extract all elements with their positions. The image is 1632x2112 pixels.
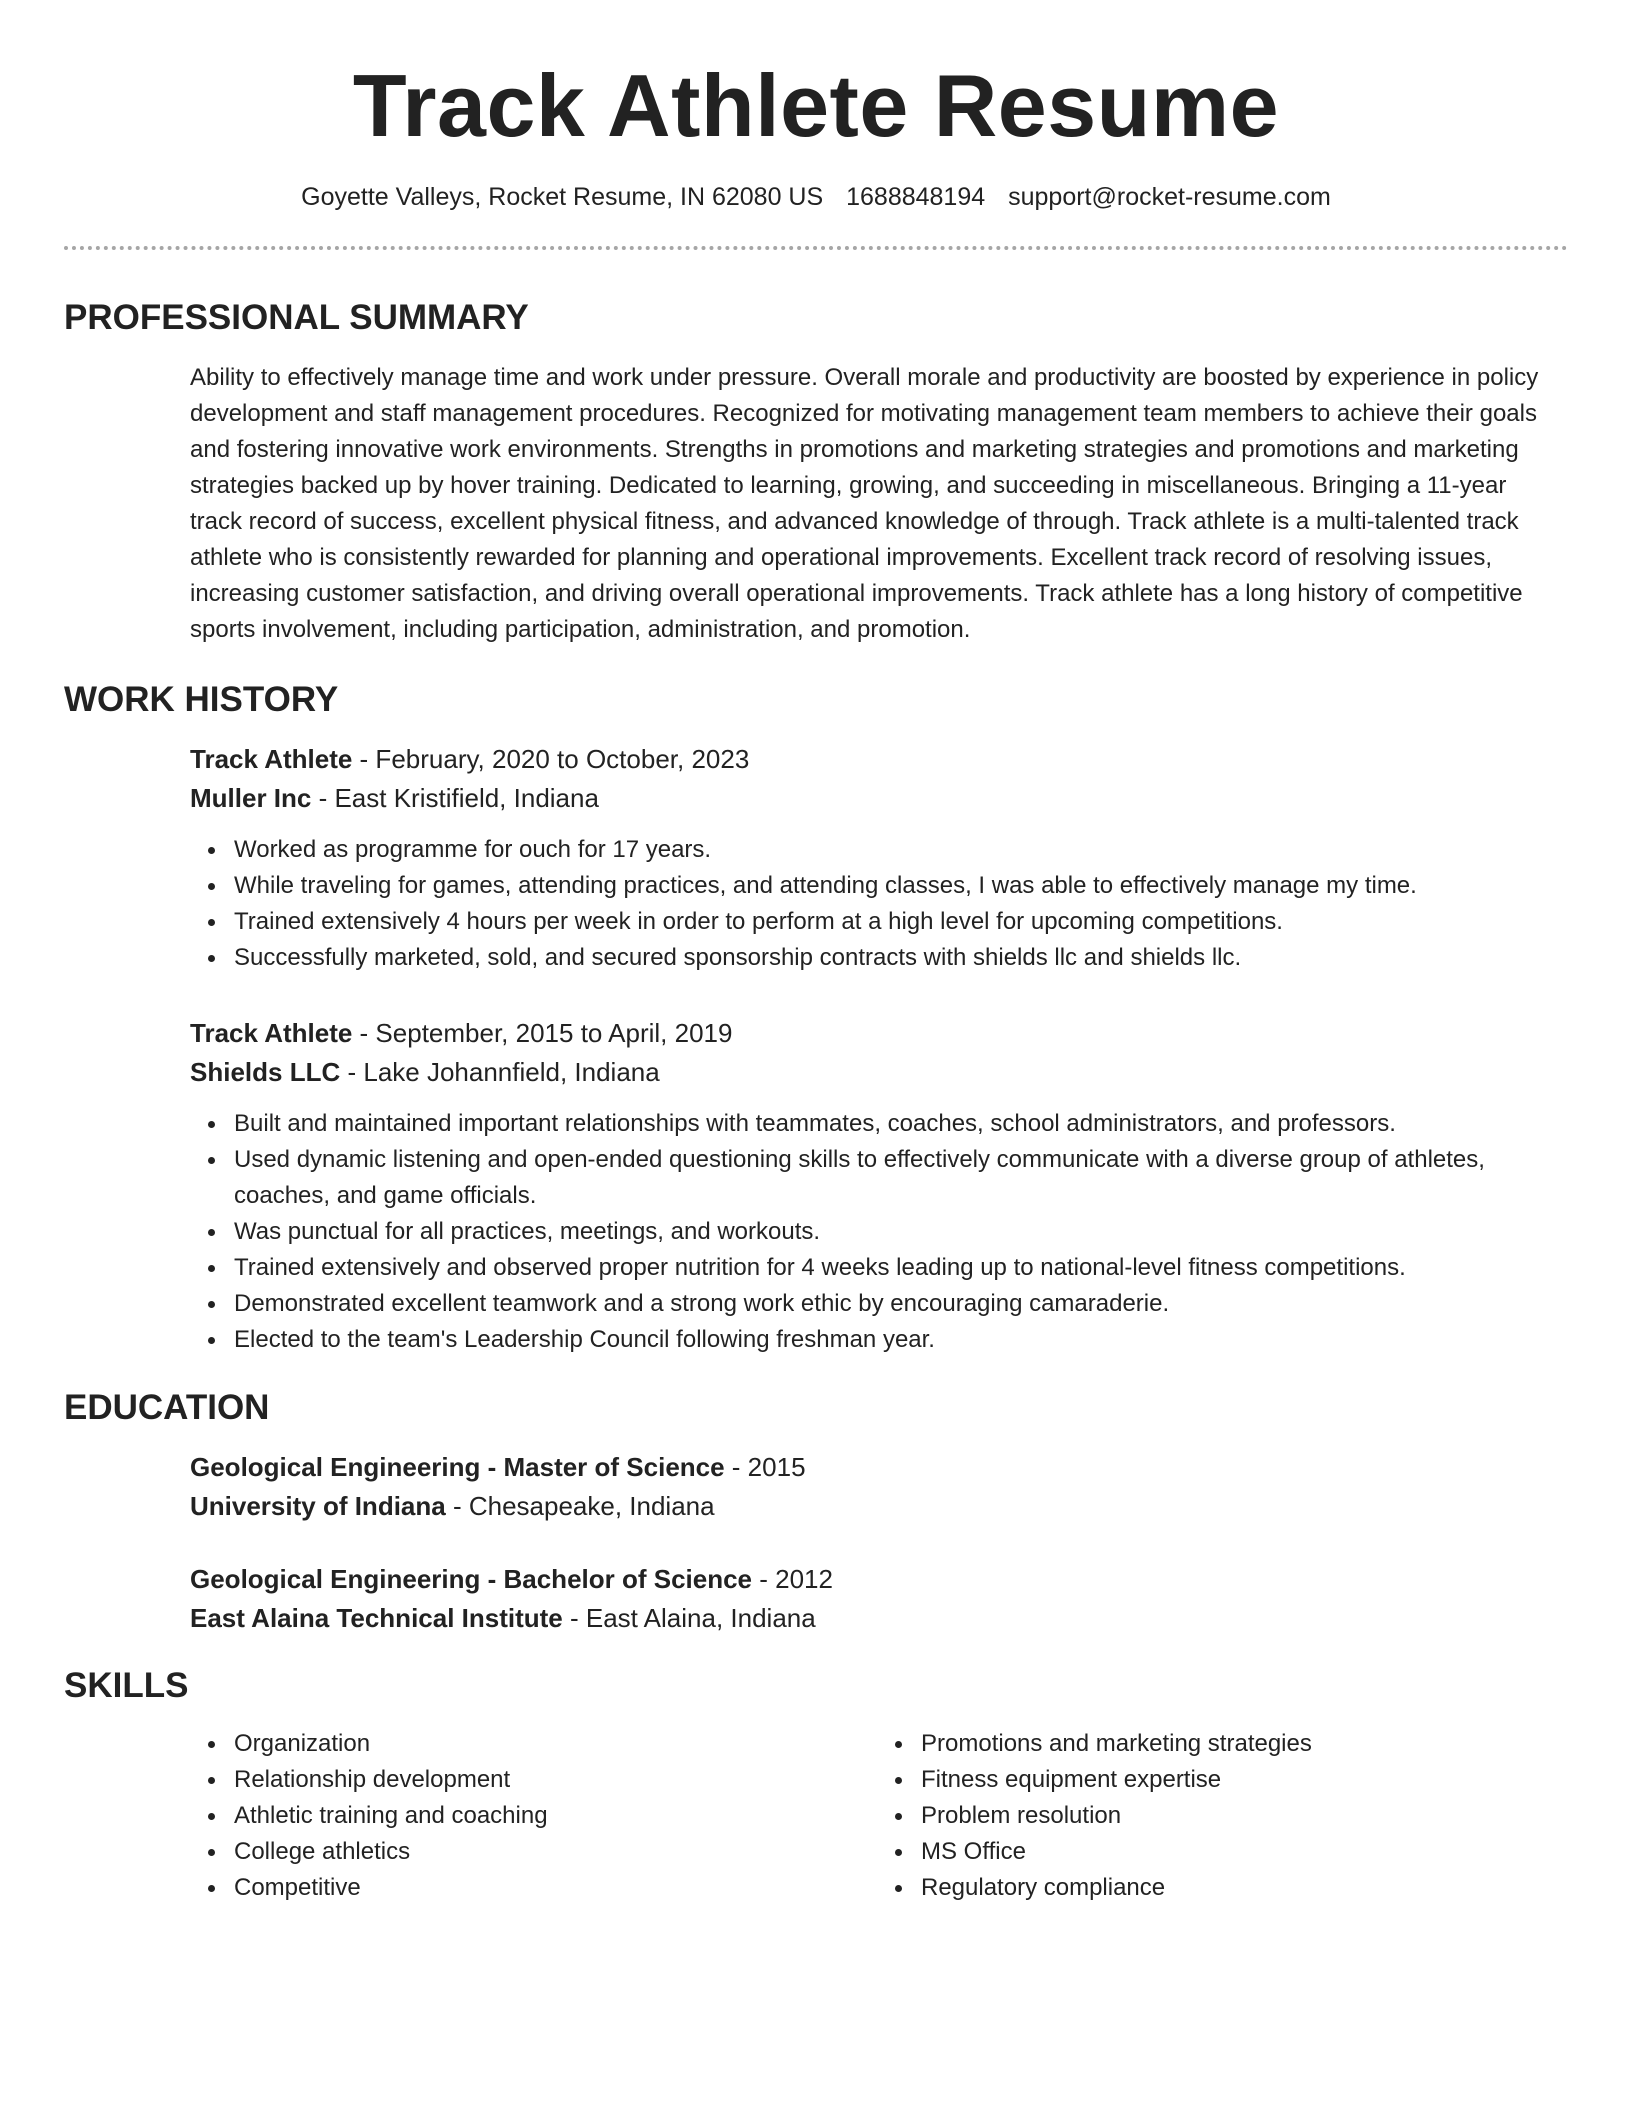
- section-heading-summary: PROFESSIONAL SUMMARY: [64, 298, 529, 337]
- education-degree: Geological Engineering - Bachelor of Science: [190, 1564, 753, 1594]
- skill-item: Problem resolution: [921, 1798, 1564, 1834]
- job-bullet: Worked as programme for ouch for 17 years.: [234, 832, 1564, 868]
- job-title-line: [190, 740, 1564, 779]
- skill-item: Athletic training and coaching: [234, 1798, 877, 1834]
- skills-list-right: [877, 1726, 1564, 1906]
- job-bullet: Used dynamic listening and open-ended questioning skills to effectively communicate with a diverse group of athletes, coaches, and game officials.: [234, 1142, 1564, 1214]
- section-heading-skills: SKILLS: [64, 1666, 189, 1705]
- education-entry: [64, 1560, 1568, 1638]
- job-bullet: Was punctual for all practices, meetings, and workouts.: [234, 1214, 1564, 1250]
- skill-item: Competitive: [234, 1870, 877, 1906]
- job-title-line: [190, 1014, 1564, 1053]
- education-school: University of Indiana: [190, 1491, 446, 1521]
- summary-paragraph: Ability to effectively manage time and work under pressure. Overall morale and productivity are boosted by experience in policy development and staff management procedures. Recognized for motivating management team members to achieve their goals and fostering innovative work environments. Strengths in promotions and marketing strategies and promotions and marketing strategies backed up by hover training. Dedicated to learning, growing, and succeeding in miscellaneous. Bringing a 11-year track record of success, excellent physical fitness, and advanced knowledge of through. Track athlete is a multi-talented track athlete who is consistently rewarded for planning and operational improvements. Excellent track record of resolving issues, increasing customer satisfaction, and driving overall operational improvements. Track athlete has a long history of competitive sports involvement, including participation, administration, and promotion.: [190, 364, 1539, 643]
- job-dates: - February, 2020 to October, 2023: [352, 744, 750, 774]
- skill-item: MS Office: [921, 1834, 1564, 1870]
- job-title: Track Athlete: [190, 744, 353, 774]
- contact-email: support@rocket-resume.com: [1008, 183, 1331, 211]
- skill-item: Relationship development: [234, 1762, 877, 1798]
- skill-item: Promotions and marketing strategies: [921, 1726, 1564, 1762]
- education-degree-line: [190, 1560, 1564, 1599]
- education-school: East Alaina Technical Institute: [190, 1603, 563, 1633]
- resume-title: Track Athlete Resume: [352, 56, 1280, 155]
- job-bullet: Built and maintained important relationships with teammates, coaches, school administrators, and professors.: [234, 1106, 1564, 1142]
- education-entry: [64, 1448, 1568, 1526]
- job-bullet: Elected to the team's Leadership Council following freshman year.: [234, 1322, 1564, 1358]
- job-bullet-list: [190, 1106, 1564, 1358]
- section-heading-education: EDUCATION: [64, 1388, 270, 1427]
- skill-item: Fitness equipment expertise: [921, 1762, 1564, 1798]
- skill-item: Organization: [234, 1726, 877, 1762]
- job-bullet: Trained extensively and observed proper nutrition for 4 weeks leading up to national-level fitness competitions.: [234, 1250, 1564, 1286]
- job-location: - East Kristifield, Indiana: [311, 783, 599, 813]
- job-entry: [64, 740, 1568, 976]
- contact-line: [64, 180, 1568, 214]
- contact-address: Goyette Valleys, Rocket Resume, IN 62080 US: [301, 183, 824, 211]
- job-title: Track Athlete: [190, 1018, 353, 1048]
- job-bullet-list: [190, 832, 1564, 976]
- job-entry: [64, 1014, 1568, 1358]
- job-bullet: Successfully marketed, sold, and secured sponsorship contracts with shields llc and shields llc.: [234, 940, 1564, 976]
- header-divider: [64, 246, 1568, 250]
- section-heading-work-history: WORK HISTORY: [64, 680, 339, 719]
- skill-item: College athletics: [234, 1834, 877, 1870]
- job-company-line: [190, 779, 1564, 818]
- education-year: - 2012: [752, 1564, 833, 1594]
- job-location: - Lake Johannfield, Indiana: [340, 1057, 660, 1087]
- education-school-line: [190, 1487, 1564, 1526]
- job-company: Shields LLC: [190, 1057, 341, 1087]
- job-company: Muller Inc: [190, 783, 312, 813]
- education-school-line: [190, 1599, 1564, 1638]
- job-company-line: [190, 1053, 1564, 1092]
- education-location: - East Alaina, Indiana: [562, 1603, 816, 1633]
- education-degree-line: [190, 1448, 1564, 1487]
- skills-list-left: [190, 1726, 877, 1906]
- education-degree: Geological Engineering - Master of Science: [190, 1452, 725, 1482]
- skills-columns: [64, 1726, 1568, 1906]
- job-dates: - September, 2015 to April, 2019: [352, 1018, 733, 1048]
- job-bullet: Trained extensively 4 hours per week in order to perform at a high level for upcoming competitions.: [234, 904, 1564, 940]
- education-location: - Chesapeake, Indiana: [445, 1491, 715, 1521]
- education-year: - 2015: [724, 1452, 806, 1482]
- job-bullet: Demonstrated excellent teamwork and a strong work ethic by encouraging camaraderie.: [234, 1286, 1564, 1322]
- skill-item: Regulatory compliance: [921, 1870, 1564, 1906]
- job-bullet: While traveling for games, attending practices, and attending classes, I was able to effectively manage my time.: [234, 868, 1564, 904]
- contact-phone: 1688848194: [846, 183, 986, 211]
